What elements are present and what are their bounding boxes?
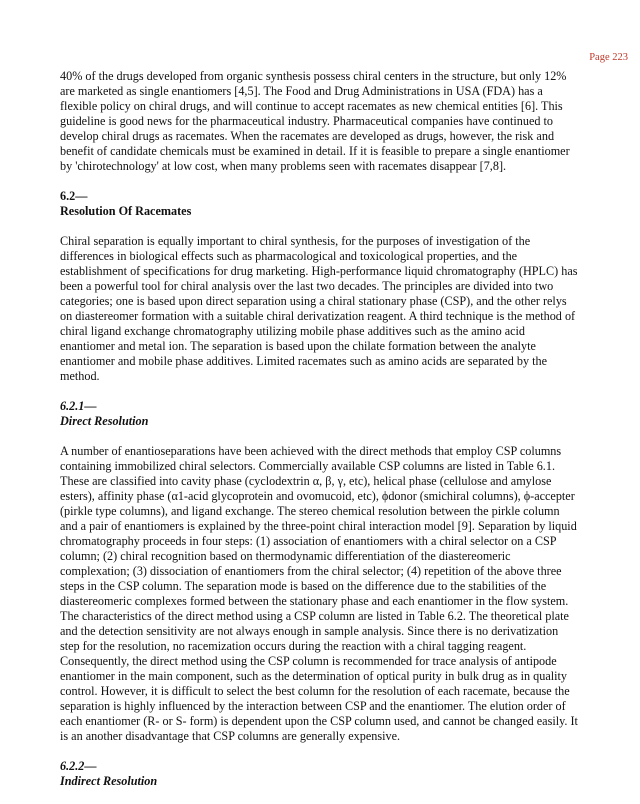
section-heading: Resolution Of Racemates <box>60 204 192 218</box>
intro-paragraph: 40% of the drugs developed from organic synthesis possess chiral centers in the structure, but only 12% are marketed as single enantiomers [4,5]. The Food and Drug Administrations in USA (FDA) has a flexible policy on chiral drugs, and will continue to accept racemates as new chemical entities [6]. This guideline is good news for the pharmaceutical industry. Pharmaceutical companies have continued to develop chiral drugs as racemates. When the racemates are developed as drugs, however, the risk and benefit of candidate chemicals must be examined in detail. If it is feasible to prepare a single enantiomer by 'chirotechnology' at low cost, when many problems seen with racemates disappear [7,8]. <box>60 69 570 173</box>
subsection-number: 6.2.1— <box>60 399 97 413</box>
page-number: Page 223 <box>589 52 628 63</box>
page-content <box>60 69 580 804</box>
section-number: 6.2— <box>60 189 88 203</box>
resolution-paragraph: Chiral separation is equally important to chiral synthesis, for the purposes of investigation of the differences in biological effects such as pharmacological and toxicological properties, and the establishment of specifications for drug marketing. High-performance liquid chromatography (HPLC) has been a powerful tool for chiral analysis over the last two decades. The principles are divided into two categories; one is based upon direct separation using a chiral stationary phase (CSP), and the other relys on diastereomer formation with a suitable chiral derivatization reagent. A third technique is the method of chiral ligand exchange chromatography utilizing mobile phase additives such as the amino acid enantiomer and metal ion. The separation is based upon the chilate formation between the analyte enantiomer and mobile phase additives. Limited racemates such as amino acids are separated by the method. <box>60 234 578 383</box>
subsection-heading: Direct Resolution <box>60 414 149 428</box>
subsection-number: 6.2.2— <box>60 759 97 773</box>
direct-resolution-paragraph: A number of enantioseparations have been achieved with the direct methods that employ CSP columns containing immobilized chiral selectors. Commercially available CSP columns are listed in Table 6.1. These are classified into cavity phase (cyclodextrin α, β, γ, etc), helical phase (cellulose and amylose esters), affinity phase (α1-acid glycoprotein and ovomucoid, etc), ϕdonor (smichiral columns), ϕ-accepter (pirkle type columns), and ligand exchange. The stereo chemical resolution between the pirkle column and a pair of enantiomers is explained by the three-point chiral interaction model [9]. Separation by liquid chromatography proceeds in four steps: (1) association of enantiomers with a chiral selector on a CSP column; (2) chiral recognition based on thermodynamic differentiation of the diastereomeric complexation; (3) dissociation of enantiomers from the chiral selector; (4) repetition of the above three steps in the CSP column. The separation mode is based on the difference due to the stabilities of the diastereomeric complexes formed between the stationary phase and each enantiomer in the flow system. The characteristics of the direct method using a CSP column are listed in Table 6.2. The theoretical plate and the detection sensitivity are not always enough in sample analysis. Since there is no derivatization step for the resolution, no racemization occurs during the reaction with a chiral tagging reagent. Consequently, the direct method using the CSP column is recommended for trace analysis of antipode enantiomer in the main component, such as the determination of optical purity in bulk drug as in quality control. However, it is difficult to select the best column for the resolution of each racemate, because the separation is highly influenced by the interaction between CSP and the enantiomer. The elution order of each enantiomer (R- or S- form) is dependent upon the CSP column used, and cannot be changed easily. It is an another disadvantage that CSP columns are generally expensive. <box>60 444 578 743</box>
subsection-heading: Indirect Resolution <box>60 774 158 788</box>
